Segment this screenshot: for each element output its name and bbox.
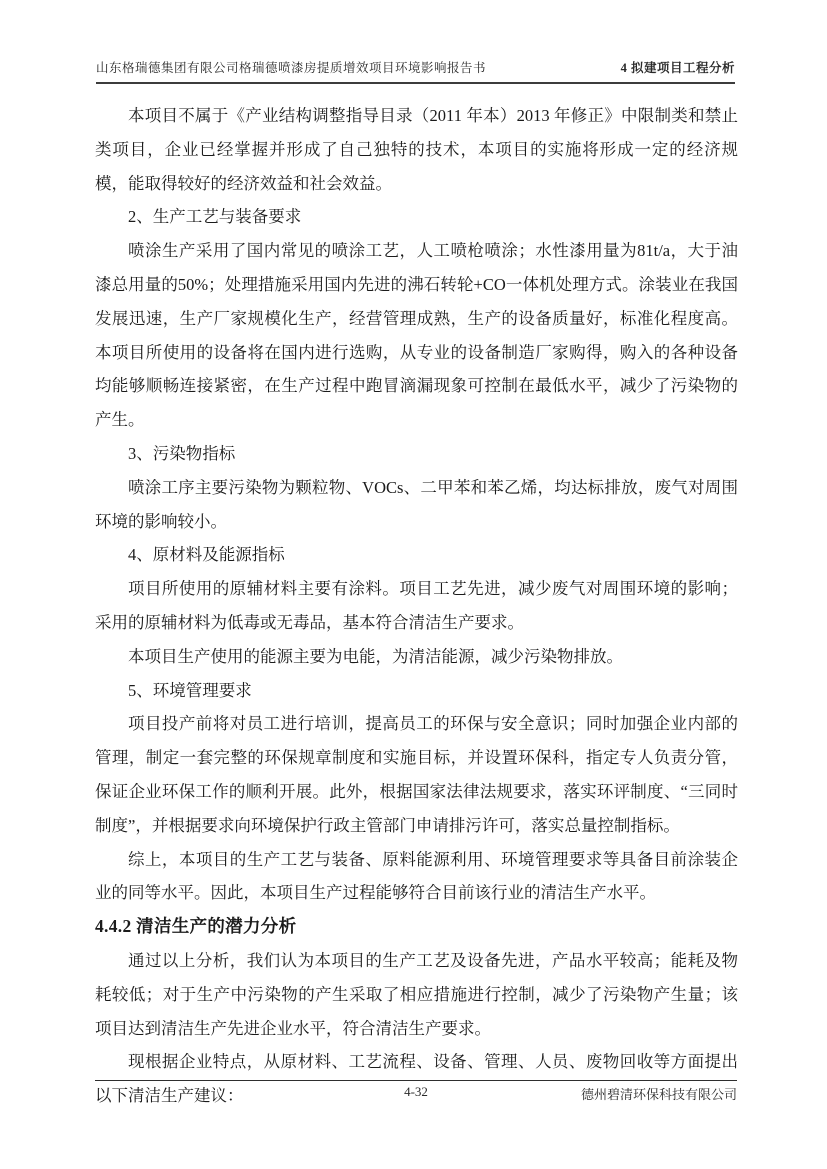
paragraph: 本项目生产使用的能源主要为电能，为清洁能源，减少污染物排放。: [128, 646, 623, 666]
document-body: [95, 99, 738, 1113]
paragraph: 通过以上分析，我们认为本项目的生产工艺及设备先进，产品水平较高；能耗及物耗较低；对于生产中污染物的产生采取了相应措施进行控制，减少了污染物产生量；该项目达到清洁生产先进企业水平，符合清洁生产要求。: [95, 950, 738, 1038]
numbered-subheading: 5、环境管理要求: [128, 680, 252, 700]
numbered-subheading: 2、生产工艺与装备要求: [128, 207, 302, 227]
paragraph: 喷涂生产采用了国内常见的喷涂工艺，人工喷枪喷涂；水性漆用量为81t/a，大于油漆总用量的50%；处理措施采用国内先进的沸石转轮+CO一体机处理方式。涂装业在我国发展迅速，生产厂家规模化生产，经营管理成熟，生产的设备质量好，标准化程度高。本项目所使用的设备将在国内进行选购，从专业的设备制造厂家购得，购入的各种设备均能够顺畅连接紧密，在生产过程中跑冒滴漏现象可控制在最低水平，减少了污染物的产生。: [95, 241, 738, 430]
paragraph: 现根据企业特点，从原材料、工艺流程、设备、管理、人员、废物回收等方面提出以下清洁生产建议：: [95, 1052, 738, 1106]
numbered-subheading: 4、原材料及能源指标: [128, 545, 285, 565]
footer-row: [95, 1084, 737, 1104]
paragraph: 喷涂工序主要污染物为颗粒物、VOCs、二甲苯和苯乙烯，均达标排放，废气对周围环境的影响较小。: [95, 477, 738, 531]
paragraph: 本项目不属于《产业结构调整指导目录（2011 年本）2013 年修正》中限制类和禁止类项目，企业已经掌握并形成了自己独特的技术，本项目的实施将形成一定的经济规模，能取得较好的经济效益和社会效益。: [95, 106, 738, 193]
paragraph: 项目所使用的原辅材料主要有涂料。项目工艺先进，减少废气对周围环境的影响；采用的原辅材料为低毒或无毒品，基本符合清洁生产要求。: [95, 579, 738, 632]
paragraph: 综上，本项目的生产工艺与装备、原料能源利用、环境管理要求等具备目前涂装企业的同等水平。因此，本项目生产过程能够符合目前该行业的清洁生产水平。: [95, 849, 738, 903]
page-header: [96, 58, 735, 84]
footer-company-name: 德州碧清环保科技有限公司: [580, 1087, 737, 1102]
header-report-title: 山东格瑞德集团有限公司格瑞德喷漆房提质增效项目环境影响报告书: [96, 61, 487, 75]
section-heading-442: 4.4.2 清洁生产的潜力分析: [95, 916, 297, 937]
header-chapter-title: 4 拟建项目工程分析: [620, 61, 735, 75]
page-footer: [95, 1080, 737, 1104]
page-number: 4-32: [404, 1084, 428, 1099]
paragraph: 项目投产前将对员工进行培训，提高员工的环保与安全意识；同时加强企业内部的管理，制定一套完整的环保规章制度和实施目标，并设置环保科，指定专人负责分管，保证企业环保工作的顺利开展。此外，根据国家法律法规要求，落实环评制度、“三同时制度”，并根据要求向环境保护行政主管部门申请排污许可，落实总量控制指标。: [95, 714, 738, 835]
numbered-subheading: 3、污染物指标: [128, 443, 236, 463]
